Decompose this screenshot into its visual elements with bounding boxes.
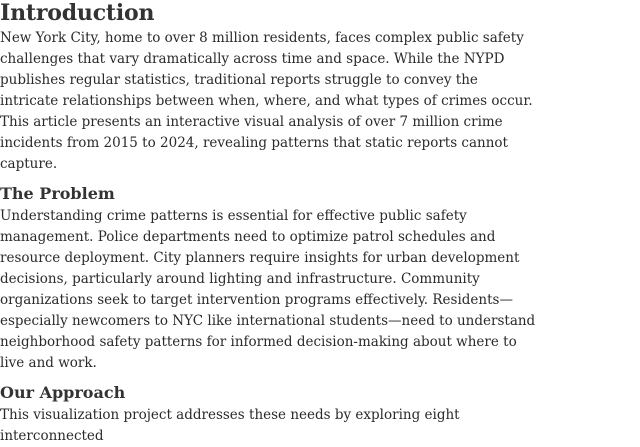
paragraph-introduction: New York City, home to over 8 million residents, faces complex public safety challenges that vary dramatically across time and space. While the NYPD publishes regular statistics, traditional reports struggle to convey the intricate relationships between when, where, and what types of crimes occur. This article presents an interactive visual analysis of over 7 million crime incidents from 2015 to 2024, revealing patterns that static reports cannot capture. (0, 30, 533, 172)
section-heading-the-problem: The Problem (0, 184, 115, 203)
paragraph-the-problem: Understanding crime patterns is essential for effective public safety management. Police departments need to optimize patrol schedules and resource deployment. City planners require insights for urban development decisions, particularly around lighting and infrastructure. Community organizations seek to target intervention programs effectively. Residents—especially newcomers to NYC like international students—need to understand neighborhood safety patterns for informed decision-making about where to live and work. (0, 208, 536, 371)
section-heading-introduction: Introduction (0, 0, 155, 26)
section-heading-our-approach: Our Approach (0, 383, 126, 402)
paragraph-our-approach: This visualization project addresses these needs by exploring eight interconnected (0, 407, 460, 444)
